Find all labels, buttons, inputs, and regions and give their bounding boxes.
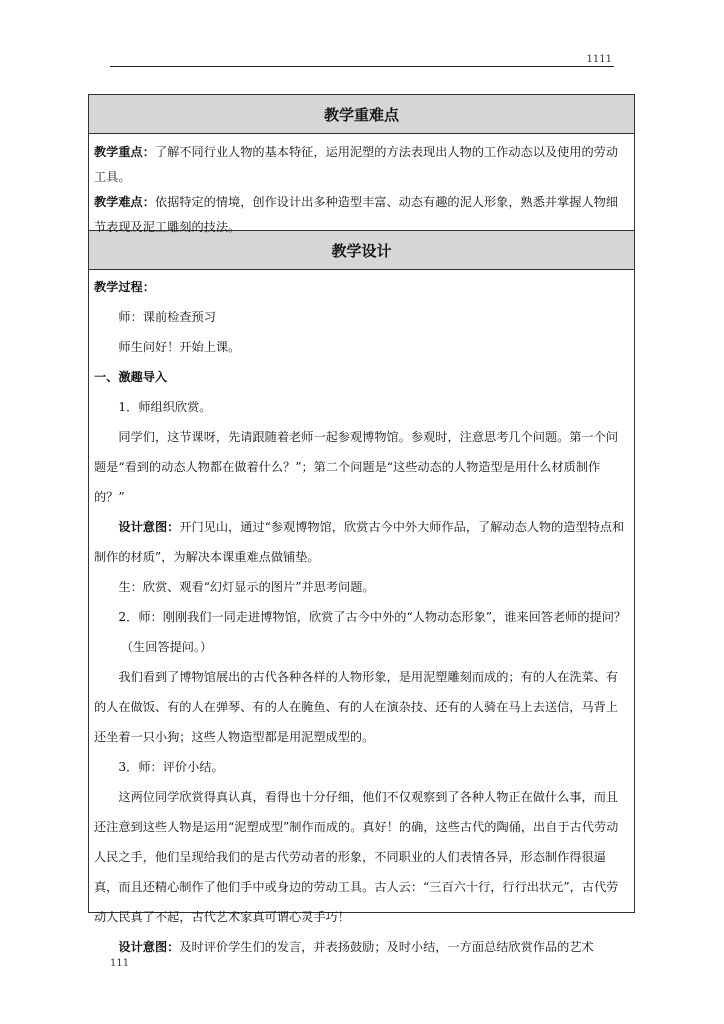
section-title-design: 教学设计 — [89, 230, 634, 270]
design-intent-label: 设计意图： — [118, 520, 180, 534]
header-page-number: 1111 — [586, 54, 612, 65]
section-title-key-points: 教学重难点 — [89, 95, 634, 134]
paragraph: 同学们，这节课呀，先请跟随着老师一起参观博物馆。参观时，注意思考几个问题。第一个问题是“看到的动态人物都在做着什么？”；第二个问题是“这些动态的人物造型是用什么材质制作的？” — [94, 430, 619, 504]
design-intent-text: 及时评价学生们的发言，并表扬鼓励；及时小结，一方面总结欣赏作品的艺术 — [179, 940, 594, 954]
paragraph: 师生问好！开始上课。 — [118, 340, 241, 354]
key-point-text: 了解不同行业人物的基本特征，运用泥塑的方法表现出人物的工作动态以及使用的劳动工具。 — [94, 145, 619, 184]
lesson-table — [88, 94, 635, 954]
heading-intro: 一、激趣导入 — [94, 370, 168, 384]
design-box — [89, 270, 634, 962]
key-points-box — [89, 134, 634, 234]
paragraph: （生回答提问。） — [120, 640, 213, 654]
paragraph: 这两位同学欣赏得真认真，看得也十分仔细，他们不仅观察到了各种人物正在做什么事，而且还注意到这些人物是运用“泥塑成型”制作而成的。真好！的确，这些古代的陶俑，出自于古代劳动人民之手，他们呈现给我们的是古代劳动者的形象，不同职业的人们表情各异，形态制作得很逼真，而且还精心制作了他们手中或身边的劳动工具。古人云：“三百六十行，行行出状元”，古代劳动人民真了不起，古代艺术家真可谓心灵手巧！ — [94, 790, 619, 924]
process-label: 教学过程： — [94, 280, 155, 294]
design-intent-paragraph — [94, 512, 628, 572]
footer-page-number: 111 — [110, 958, 130, 969]
paragraph: 我们看到了博物馆展出的古代各种各样的人物形象，是用泥塑雕刻而成的；有的人在洗菜、有的人在做饭、有的人在弹琴、有的人在腌鱼、有的人在演杂技、还有的人骑在马上去送信，马背上还坐着一只小狗；这些人物造型都是用泥塑成型的。 — [94, 670, 619, 744]
difficulty-text: 依据特定的情境，创作设计出多种造型丰富、动态有趣的泥人形象，熟悉并掌握人物细节表现及泥工雕刻的技法。 — [94, 195, 619, 234]
key-point-paragraph — [94, 140, 628, 190]
header-rule — [110, 66, 614, 67]
paragraph: 生：欣赏、观看“幻灯显示的图片”并思考问题。 — [118, 580, 375, 594]
paragraph: 1．师组织欣赏。 — [118, 400, 212, 414]
paragraph: 师：课前检查预习 — [118, 310, 216, 324]
design-intent-text: 开门见山，通过“参观博物馆，欣赏古今中外大师作品，了解动态人物的造型特点和制作的材质”，为解决本课重难点做铺垫。 — [94, 520, 625, 564]
paragraph: 2．师：刚刚我们一同走进博物馆，欣赏了古今中外的“人物动态形象”，谁来回答老师的提问？ — [118, 610, 627, 624]
design-intent-label: 设计意图： — [118, 940, 180, 954]
paragraph: 3．师：评价小结。 — [118, 760, 224, 774]
difficulty-label: 教学难点： — [94, 195, 155, 209]
design-intent-paragraph — [94, 932, 628, 962]
key-point-label: 教学重点： — [94, 145, 155, 159]
